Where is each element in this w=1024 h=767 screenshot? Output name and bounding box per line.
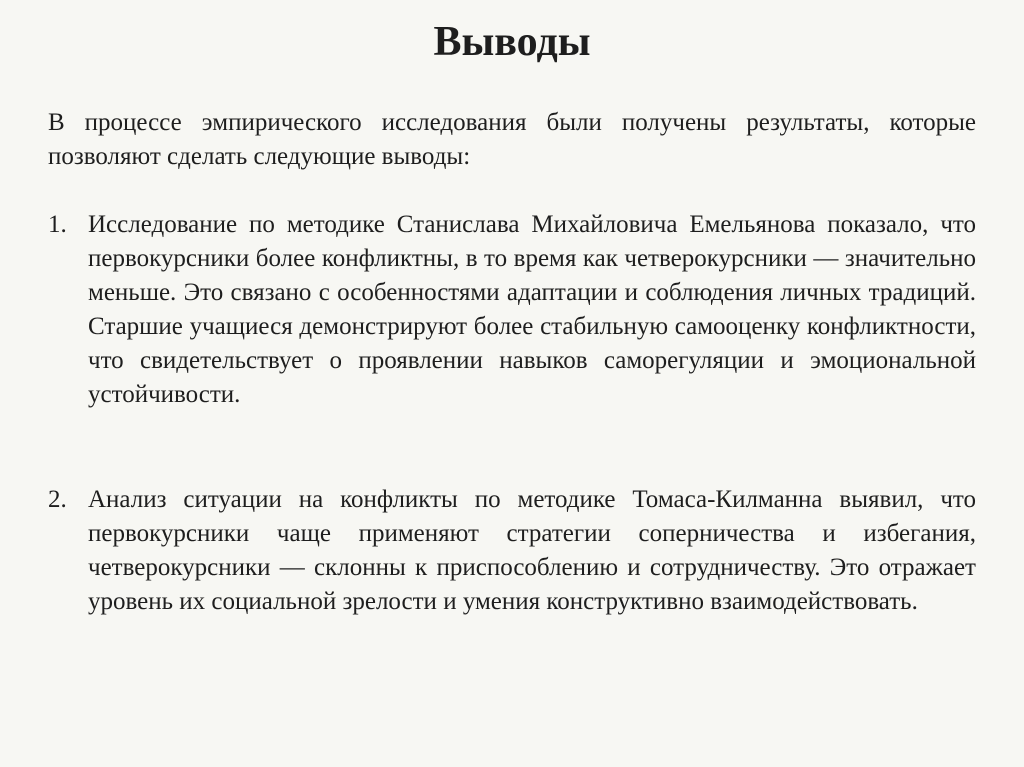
conclusion-text-2: Анализ ситуации на конфликты по методике Томаса-Килманна выявил, что первокурсники чаще применяют стратегии соперничества и избегания, четверокурсники — склонны к приспособлению и сотрудничеству. Это отражает уровень их социальной зрелости и умения конструктивно взаимодействовать. [88, 486, 976, 615]
conclusion-item-2 [48, 483, 976, 619]
conclusion-number-1: 1. [48, 211, 67, 238]
intro-paragraph: В процессе эмпирического исследования были получены результаты, которые позволяют сделать следующие выводы: [48, 109, 976, 170]
conclusion-text-1: Исследование по методике Станислава Михайловича Емельянова показало, что первокурсники более конфликтны, в то время как четверокурсники — значительно меньше. Это связано с особенностями адаптации и соблюдения личных традиций. Старшие учащиеся демонстрируют более стабильную самооценку конфликтности, что свидетельствует о проявлении навыков саморегуляции и эмоциональной устойчивости. [88, 211, 976, 408]
conclusion-number-2: 2. [48, 486, 67, 513]
conclusion-item-1 [48, 208, 976, 412]
slide-title: Выводы [433, 19, 591, 65]
